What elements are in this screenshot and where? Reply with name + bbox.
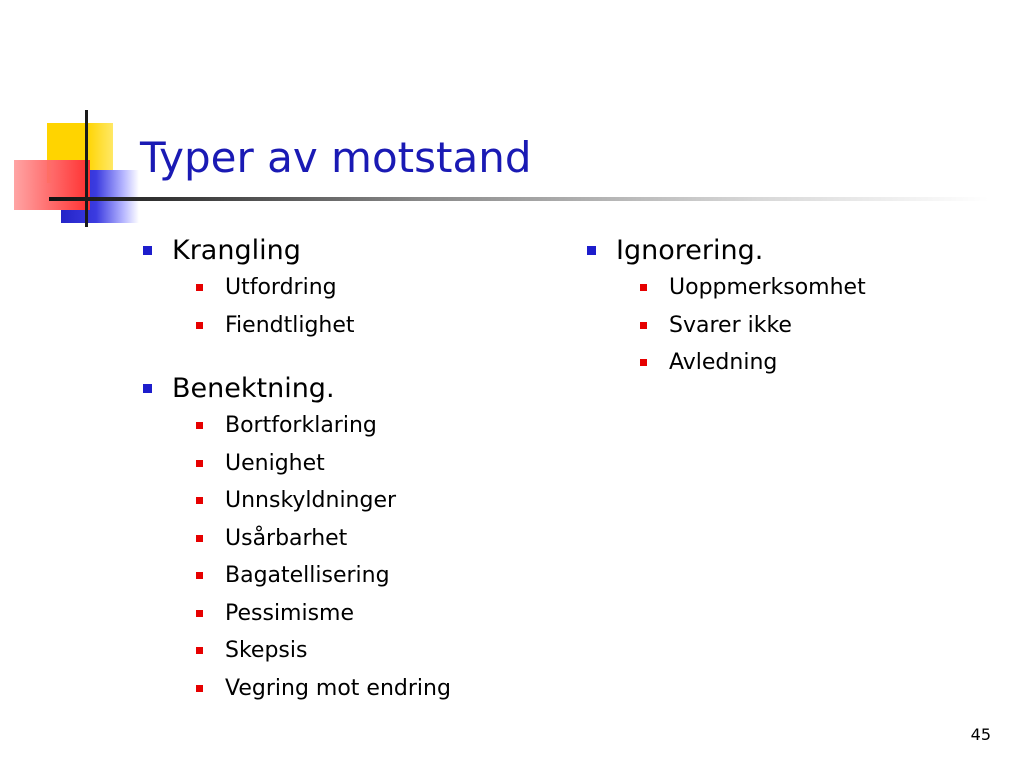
sub-bullet-item	[143, 269, 451, 307]
decor-vertical-line	[85, 110, 88, 227]
square-bullet-icon	[640, 284, 647, 291]
title-underline	[49, 197, 989, 201]
square-bullet-icon	[196, 610, 203, 617]
sub-bullet-item	[587, 307, 866, 345]
sub-bullet-label: Avledning	[669, 350, 778, 376]
sub-bullet-label: Usårbarhet	[225, 525, 348, 551]
square-bullet-icon	[196, 422, 203, 429]
sub-bullet-item	[143, 557, 451, 595]
square-bullet-icon	[196, 322, 203, 329]
sub-bullet-item	[143, 520, 451, 558]
bullet-group	[143, 231, 451, 344]
sub-bullet-list	[587, 269, 866, 382]
sub-bullet-label: Vegring mot endring	[225, 675, 451, 701]
slide-title: Typer av motstand	[140, 133, 532, 182]
sub-bullet-item	[143, 307, 451, 345]
page-number: 45	[970, 725, 991, 744]
bullet-label: Krangling	[172, 234, 301, 266]
sub-bullet-label: Skepsis	[225, 638, 308, 664]
square-bullet-icon	[587, 246, 596, 255]
bullet-group	[143, 369, 451, 707]
sub-bullet-list	[143, 269, 451, 344]
square-bullet-icon	[640, 322, 647, 329]
square-bullet-icon	[143, 246, 152, 255]
square-bullet-icon	[196, 460, 203, 467]
bullet-item	[143, 231, 451, 269]
sub-bullet-label: Bortforklaring	[225, 413, 377, 439]
sub-bullet-item	[143, 445, 451, 483]
sub-bullet-label: Uoppmerksomhet	[669, 275, 866, 301]
square-bullet-icon	[196, 572, 203, 579]
bullet-item	[587, 231, 866, 269]
bullet-label: Ignorering.	[616, 234, 764, 266]
square-bullet-icon	[196, 497, 203, 504]
sub-bullet-item	[143, 670, 451, 708]
sub-bullet-list	[143, 407, 451, 707]
sub-bullet-item	[143, 595, 451, 633]
square-bullet-icon	[640, 359, 647, 366]
square-bullet-icon	[196, 647, 203, 654]
square-bullet-icon	[196, 535, 203, 542]
left-column	[143, 231, 451, 707]
sub-bullet-item	[587, 344, 866, 382]
bullet-label: Benektning.	[172, 372, 335, 404]
decor-red-square	[14, 160, 90, 210]
sub-bullet-item	[143, 407, 451, 445]
square-bullet-icon	[196, 284, 203, 291]
sub-bullet-item	[143, 482, 451, 520]
square-bullet-icon	[196, 685, 203, 692]
square-bullet-icon	[143, 384, 152, 393]
bullet-group	[587, 231, 866, 382]
sub-bullet-label: Svarer ikke	[669, 312, 792, 338]
sub-bullet-label: Fiendtlighet	[225, 312, 355, 338]
sub-bullet-label: Unnskyldninger	[225, 488, 397, 514]
bullet-item	[143, 369, 451, 407]
sub-bullet-label: Bagatellisering	[225, 563, 390, 589]
sub-bullet-label: Utfordring	[225, 275, 337, 301]
right-column	[587, 231, 866, 382]
sub-bullet-label: Pessimisme	[225, 600, 355, 626]
sub-bullet-item	[143, 632, 451, 670]
sub-bullet-label: Uenighet	[225, 450, 325, 476]
sub-bullet-item	[587, 269, 866, 307]
